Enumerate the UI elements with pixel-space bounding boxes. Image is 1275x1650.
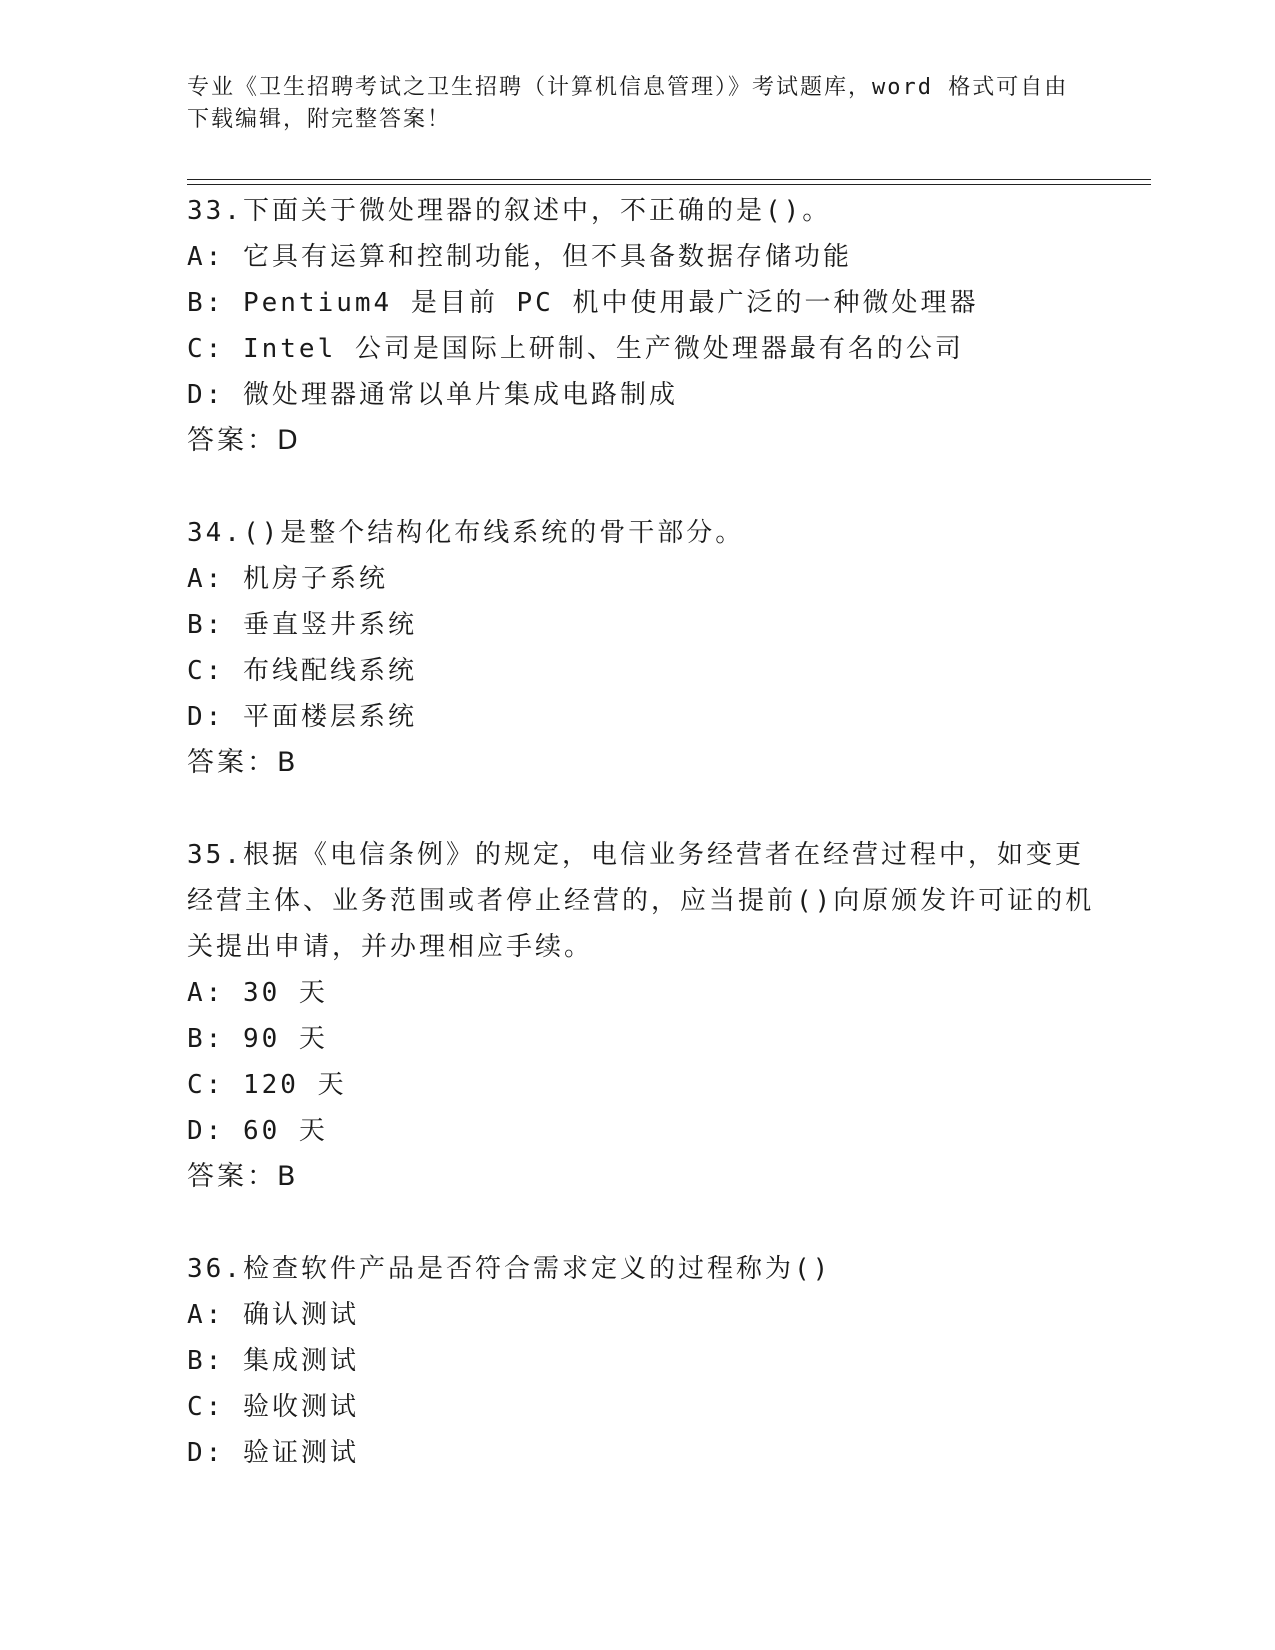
question-34 bbox=[187, 510, 1107, 786]
header-divider-top bbox=[187, 179, 1151, 180]
option-d: D: 平面楼层系统 bbox=[187, 702, 417, 732]
option-a: A: 30 天 bbox=[187, 978, 328, 1008]
option-c: C: 布线配线系统 bbox=[187, 656, 417, 686]
answer-line: 答案：B bbox=[187, 1161, 299, 1192]
option-a: A: 它具有运算和控制功能，但不具备数据存储功能 bbox=[187, 242, 852, 272]
document-header: 专业《卫生招聘考试之卫生招聘（计算机信息管理）》考试题库，word 格式可自由下载编辑，附完整答案！ bbox=[187, 75, 1069, 132]
option-d: D: 微处理器通常以单片集成电路制成 bbox=[187, 380, 678, 410]
question-stem: 36.检查软件产品是否符合需求定义的过程称为() bbox=[187, 1254, 832, 1284]
question-stem: 34.()是整个结构化布线系统的骨干部分。 bbox=[187, 518, 745, 548]
header-divider-bottom bbox=[187, 184, 1151, 185]
option-a: A: 机房子系统 bbox=[187, 564, 388, 594]
question-35 bbox=[187, 832, 1107, 1200]
option-b: B: Pentium4 是目前 PC 机中使用最广泛的一种微处理器 bbox=[187, 288, 979, 318]
option-b: B: 垂直竖井系统 bbox=[187, 610, 417, 640]
option-c: C: 120 天 bbox=[187, 1070, 347, 1100]
question-stem: 33.下面关于微处理器的叙述中，不正确的是()。 bbox=[187, 196, 832, 226]
option-b: B: 集成测试 bbox=[187, 1346, 359, 1376]
option-c: C: Intel 公司是国际上研制、生产微处理器最有名的公司 bbox=[187, 334, 964, 364]
option-c: C: 验收测试 bbox=[187, 1392, 359, 1422]
option-b: B: 90 天 bbox=[187, 1024, 328, 1054]
answer-line: 答案：D bbox=[187, 425, 301, 456]
option-d: D: 60 天 bbox=[187, 1116, 328, 1146]
question-stem: 35.根据《电信条例》的规定，电信业务经营者在经营过程中，如变更经营主体、业务范围或者停止经营的，应当提前()向原颁发许可证的机关提出申请，并办理相应手续。 bbox=[187, 840, 1095, 962]
option-d: D: 验证测试 bbox=[187, 1438, 359, 1468]
question-list bbox=[187, 188, 1107, 1522]
question-36 bbox=[187, 1246, 1107, 1476]
option-a: A: 确认测试 bbox=[187, 1300, 359, 1330]
question-33 bbox=[187, 188, 1107, 464]
answer-line: 答案：B bbox=[187, 747, 299, 778]
